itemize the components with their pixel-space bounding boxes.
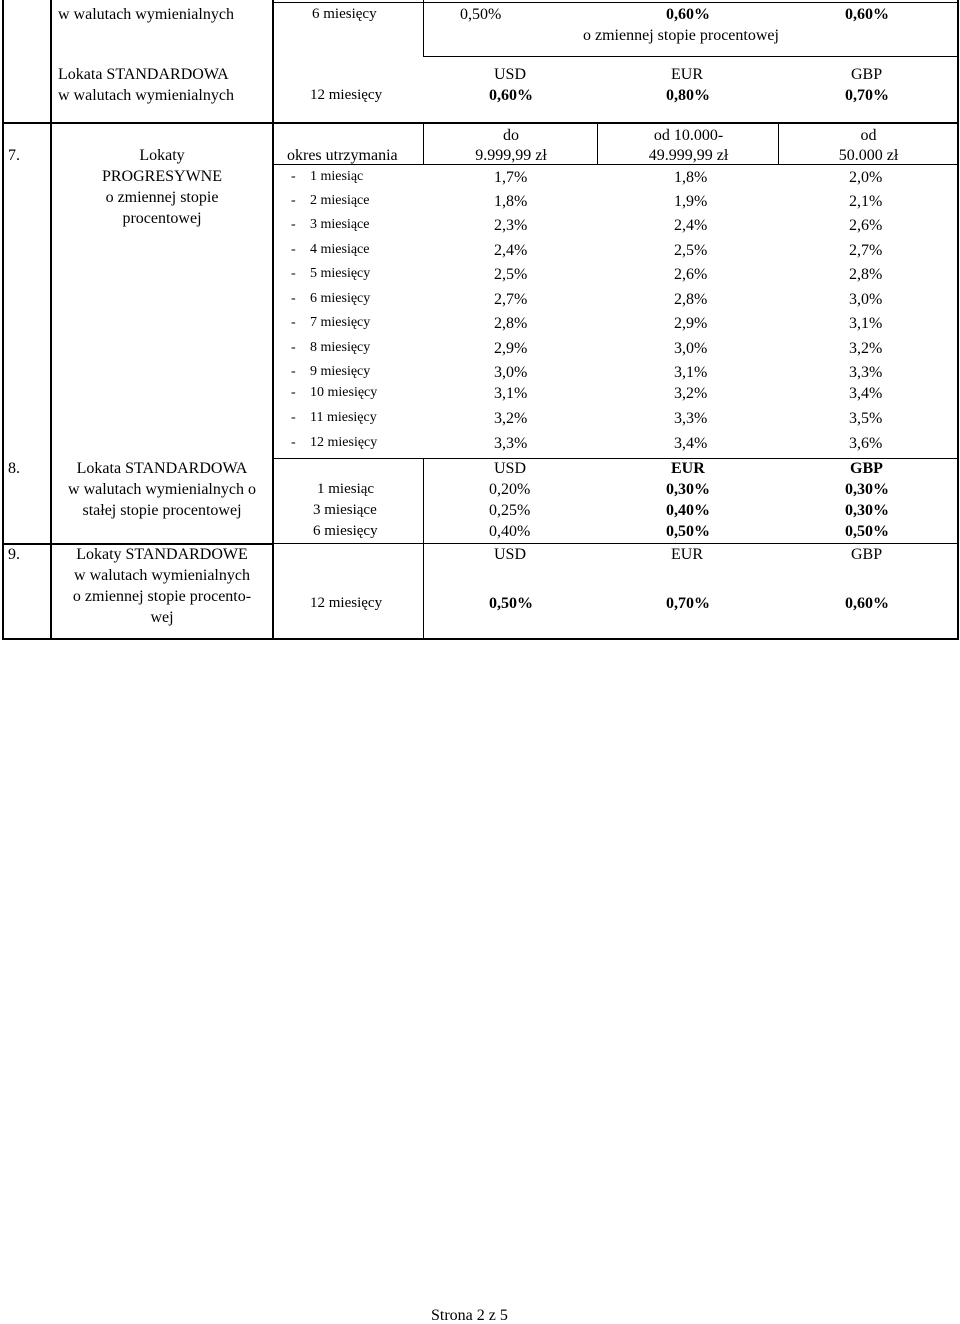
sec7-row-dash: - bbox=[291, 242, 296, 257]
sec9-usd: 0,50% bbox=[489, 595, 533, 612]
sec7-row-tier3-rate: 3,5% bbox=[849, 410, 883, 427]
top-row1-note: o zmiennej stopie procentowej bbox=[583, 27, 779, 44]
sec7-header-tier2-line2: 49.999,99 zł bbox=[648, 147, 729, 164]
sec7-row-period: 2 miesiące bbox=[310, 193, 370, 208]
sec7-row-tier2-rate: 1,8% bbox=[674, 169, 708, 186]
sec9-eur: 0,70% bbox=[666, 595, 710, 612]
sec8-row2-gbp: 0,30% bbox=[845, 502, 889, 519]
sec7-number: 7. bbox=[8, 147, 20, 164]
sec7-row-tier2-rate: 2,6% bbox=[674, 266, 708, 283]
sec7-header-tier3-line2: 50.000 zł bbox=[838, 147, 899, 164]
sec7-row-tier1-rate: 3,2% bbox=[494, 410, 528, 427]
sec7-row-dash: - bbox=[291, 385, 296, 400]
top-row2-gbp: 0,70% bbox=[845, 87, 889, 104]
sec7-header-period: okres utrzymania bbox=[287, 147, 398, 164]
sec7-row-period: 3 miesiące bbox=[310, 217, 370, 232]
sec7-row-tier3-rate: 3,4% bbox=[849, 385, 883, 402]
sec7-name-line1: Lokaty bbox=[139, 147, 185, 164]
sec8-row1-gbp: 0,30% bbox=[845, 481, 889, 498]
sec8-row3-gbp: 0,50% bbox=[845, 523, 889, 540]
sec9-name-line2: w walutach wymienialnych bbox=[74, 567, 250, 584]
sec7-row-period: 6 miesięcy bbox=[310, 291, 371, 306]
sec9-name-line3: o zmiennej stopie procento- bbox=[72, 588, 252, 605]
sec7-row-tier1-rate: 3,0% bbox=[494, 364, 528, 381]
sec7-row-tier1-rate: 2,4% bbox=[494, 242, 528, 259]
top-row1-gbp: 0,60% bbox=[845, 6, 889, 23]
sec7-row-dash: - bbox=[291, 315, 296, 330]
sec7-row-tier2-rate: 3,1% bbox=[674, 364, 708, 381]
sec7-row-period: 9 miesięcy bbox=[310, 364, 371, 379]
sec7-row-tier1-rate: 2,9% bbox=[494, 340, 528, 357]
sec7-row-dash: - bbox=[291, 364, 296, 379]
sec7-row-tier1-rate: 2,3% bbox=[494, 217, 528, 234]
sec8-row1-usd: 0,20% bbox=[489, 481, 531, 498]
top-row2-usd: 0,60% bbox=[489, 87, 533, 104]
sec8-row2-eur: 0,40% bbox=[666, 502, 710, 519]
sec9-number: 9. bbox=[8, 546, 20, 563]
sec9-gbp-header: GBP bbox=[851, 546, 883, 563]
sec7-row-tier1-rate: 2,8% bbox=[494, 315, 528, 332]
sec7-row-tier2-rate: 2,5% bbox=[674, 242, 708, 259]
top-row1-usd: 0,50% bbox=[460, 6, 502, 23]
sec8-name-line1: Lokata STANDARDOWA bbox=[76, 460, 248, 477]
sec7-row-tier3-rate: 3,0% bbox=[849, 291, 883, 308]
sec7-row-dash: - bbox=[291, 193, 296, 208]
sec7-row-tier1-rate: 3,3% bbox=[494, 435, 528, 452]
sec7-row-tier2-rate: 1,9% bbox=[674, 193, 708, 210]
sec7-row-period: 4 miesiące bbox=[310, 242, 370, 257]
top-row2-label1: Lokata STANDARDOWA bbox=[58, 66, 229, 83]
sec7-row-tier3-rate: 2,0% bbox=[849, 169, 883, 186]
sec9-gbp: 0,60% bbox=[845, 595, 889, 612]
sec8-row1-period: 1 miesiąc bbox=[317, 481, 375, 497]
sec7-header-tier3-line1: od bbox=[860, 127, 877, 144]
sec8-row2-period: 3 miesiące bbox=[313, 502, 377, 518]
sec7-row-tier1-rate: 1,7% bbox=[494, 169, 528, 186]
top-row1-period: 6 miesięcy bbox=[312, 6, 377, 22]
sec7-row-tier1-rate: 3,1% bbox=[494, 385, 528, 402]
top-row1-eur: 0,60% bbox=[666, 6, 710, 23]
sec7-row-tier1-rate: 1,8% bbox=[494, 193, 528, 210]
sec7-header-tier2-line1: od 10.000- bbox=[653, 127, 724, 144]
top-row2-gbp-header: GBP bbox=[851, 66, 883, 83]
sec7-row-tier3-rate: 2,8% bbox=[849, 266, 883, 283]
top-row1-label: w walutach wymienialnych bbox=[58, 6, 234, 23]
top-row2-eur-header: EUR bbox=[671, 66, 703, 83]
top-row2-label2: w walutach wymienialnych bbox=[58, 87, 234, 104]
sec8-row3-usd: 0,40% bbox=[489, 523, 531, 540]
sec9-usd-header: USD bbox=[494, 546, 527, 563]
top-row2-eur: 0,80% bbox=[666, 87, 710, 104]
sec7-row-tier3-rate: 2,6% bbox=[849, 217, 883, 234]
sec7-row-tier2-rate: 3,2% bbox=[674, 385, 708, 402]
sec7-row-period: 1 miesiąc bbox=[310, 169, 364, 184]
sec7-row-tier2-rate: 2,4% bbox=[674, 217, 708, 234]
sec7-row-tier3-rate: 2,1% bbox=[849, 193, 883, 210]
top-row2-period: 12 miesięcy bbox=[310, 87, 383, 103]
sec7-row-tier3-rate: 2,7% bbox=[849, 242, 883, 259]
sec7-row-dash: - bbox=[291, 217, 296, 232]
sec8-row1-eur: 0,30% bbox=[666, 481, 710, 498]
sec8-eur-header: EUR bbox=[671, 460, 705, 477]
sec8-name-line3: stałej stopie procentowej bbox=[82, 502, 242, 519]
sec8-name-line2: w walutach wymienialnych o bbox=[68, 481, 256, 498]
sec8-usd-header: USD bbox=[494, 460, 527, 477]
sec7-row-tier2-rate: 3,0% bbox=[674, 340, 708, 357]
sec9-eur-header: EUR bbox=[671, 546, 703, 563]
sec7-header-tier1-line1: do bbox=[503, 127, 519, 144]
sec7-row-period: 7 miesięcy bbox=[310, 315, 371, 330]
sec7-row-period: 11 miesięcy bbox=[310, 410, 377, 425]
sec8-number: 8. bbox=[8, 460, 20, 477]
sec7-row-tier3-rate: 3,6% bbox=[849, 435, 883, 452]
sec7-name-line3: o zmiennej stopie bbox=[105, 189, 219, 206]
sec7-row-tier2-rate: 2,8% bbox=[674, 291, 708, 308]
page-footer: Strona 2 z 5 bbox=[431, 1307, 508, 1324]
sec7-header-tier1-line2: 9.999,99 zł bbox=[475, 147, 547, 164]
sec9-name-line1: Lokaty STANDARDOWE bbox=[76, 546, 248, 563]
sec7-row-tier3-rate: 3,1% bbox=[849, 315, 883, 332]
sec8-row2-usd: 0,25% bbox=[489, 502, 531, 519]
sec8-row3-eur: 0,50% bbox=[666, 523, 710, 540]
sec7-row-tier2-rate: 3,3% bbox=[674, 410, 708, 427]
sec7-row-period: 12 miesięcy bbox=[310, 435, 378, 450]
sec7-row-tier1-rate: 2,5% bbox=[494, 266, 528, 283]
sec7-row-tier3-rate: 3,2% bbox=[849, 340, 883, 357]
sec7-row-tier2-rate: 3,4% bbox=[674, 435, 708, 452]
top-row2-usd-header: USD bbox=[494, 66, 527, 83]
sec7-row-dash: - bbox=[291, 169, 296, 184]
sec7-row-dash: - bbox=[291, 340, 296, 355]
sec8-row3-period: 6 miesięcy bbox=[313, 523, 378, 539]
sec7-row-tier3-rate: 3,3% bbox=[849, 364, 883, 381]
sec7-row-period: 8 miesięcy bbox=[310, 340, 371, 355]
sec7-name-line2: PROGRESYWNE bbox=[101, 168, 222, 185]
sec7-row-dash: - bbox=[291, 291, 296, 306]
sec8-gbp-header: GBP bbox=[850, 460, 883, 477]
sec7-row-tier2-rate: 2,9% bbox=[674, 315, 708, 332]
sec7-name-line4: procentowej bbox=[122, 210, 202, 227]
sec7-row-tier1-rate: 2,7% bbox=[494, 291, 528, 308]
sec7-row-dash: - bbox=[291, 266, 296, 281]
sec9-period: 12 miesięcy bbox=[310, 595, 383, 611]
sec7-row-period: 5 miesięcy bbox=[310, 266, 371, 281]
sec7-row-period: 10 miesięcy bbox=[310, 385, 378, 400]
sec7-row-dash: - bbox=[291, 410, 296, 425]
sec7-row-dash: - bbox=[291, 435, 296, 450]
sec9-name-line4: wej bbox=[150, 609, 174, 626]
